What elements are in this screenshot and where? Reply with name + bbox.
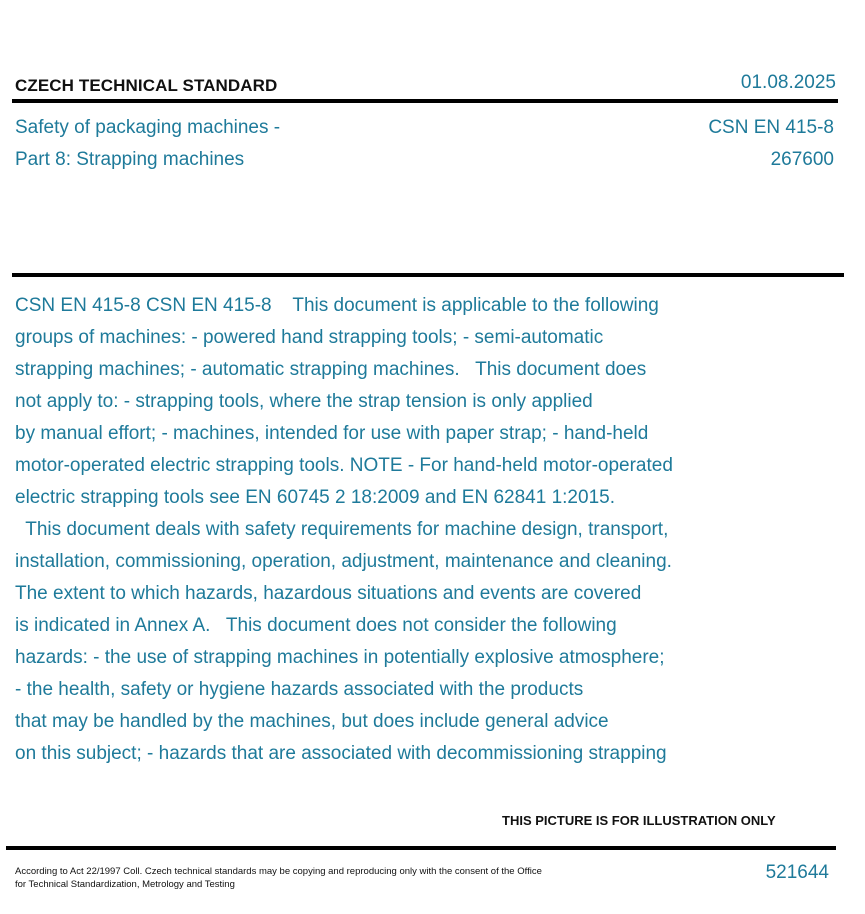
abstract-line: on this subject; - hazards that are associated with decommissioning strapping: [15, 743, 667, 764]
abstract-line: electric strapping tools see EN 60745 2 18:2009 and EN 62841 1:2015.: [15, 487, 615, 508]
footer-divider: [6, 846, 836, 850]
abstract-line: motor-operated electric strapping tools. NOTE - For hand-held motor-operated: [15, 455, 673, 476]
abstract-line: by manual effort; - machines, intended for use with paper strap; - hand-held: [15, 423, 649, 444]
standard-title-line-2: Part 8: Strapping machines: [15, 149, 245, 170]
abstract-line: groups of machines: - powered hand strapping tools; - semi-automatic: [15, 327, 604, 348]
abstract-line: is indicated in Annex A. This document does not consider the following: [15, 615, 617, 636]
legal-notice-line: According to Act 22/1997 Coll. Czech technical standards may be copying and reproducing only with the consent of the Office: [15, 866, 542, 877]
title-divider: [12, 273, 844, 277]
standard-title-line-1: Safety of packaging machines -: [15, 117, 281, 138]
publication-date: 01.08.2025: [740, 72, 836, 93]
abstract-line: The extent to which hazards, hazardous situations and events are covered: [15, 583, 642, 604]
classification-number: 267600: [770, 149, 834, 170]
standard-abstract: [15, 290, 835, 770]
standard-code: CSN EN 415-8: [708, 117, 834, 138]
abstract-line: installation, commissioning, operation, adjustment, maintenance and cleaning.: [15, 551, 672, 572]
abstract-line: CSN EN 415-8 CSN EN 415-8 This document is applicable to the following: [15, 295, 659, 316]
legal-notice-line: for Technical Standardization, Metrology and Testing: [15, 879, 235, 890]
abstract-line: This document deals with safety requirements for machine design, transport,: [15, 519, 669, 540]
illustration-note: THIS PICTURE IS FOR ILLUSTRATION ONLY: [502, 813, 776, 828]
abstract-line: hazards: - the use of strapping machines in potentially explosive atmosphere;: [15, 647, 665, 668]
abstract-line: - the health, safety or hygiene hazards associated with the products: [15, 679, 584, 700]
abstract-line: that may be handled by the machines, but does include general advice: [15, 711, 609, 732]
abstract-line: not apply to: - strapping tools, where the strap tension is only applied: [15, 391, 593, 412]
document-type-label: CZECH TECHNICAL STANDARD: [15, 76, 278, 95]
abstract-line: strapping machines; - automatic strapping machines. This document does: [15, 359, 647, 380]
catalog-number: 521644: [765, 862, 829, 883]
legal-notice: [15, 865, 595, 891]
header-divider: [12, 99, 838, 103]
